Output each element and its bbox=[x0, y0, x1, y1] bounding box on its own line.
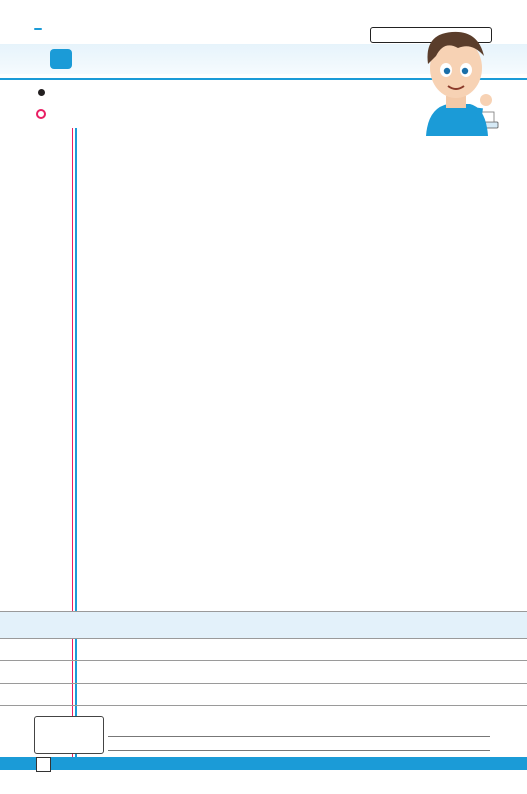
teacher-note-line-2[interactable] bbox=[108, 750, 490, 751]
correction-top-rule bbox=[0, 611, 527, 612]
bullet-ring-icon bbox=[36, 109, 46, 119]
correction-line-2[interactable] bbox=[0, 660, 527, 661]
correction-line-4[interactable] bbox=[0, 705, 527, 706]
footer-bar bbox=[0, 757, 527, 770]
marks-grade-box[interactable] bbox=[34, 716, 104, 754]
margin-line-blue bbox=[75, 128, 77, 768]
teacher-note-line-1[interactable] bbox=[108, 736, 490, 737]
bullet-dot-icon bbox=[38, 89, 45, 96]
exercise-number bbox=[50, 49, 72, 69]
correction-line-3[interactable] bbox=[0, 683, 527, 684]
boy-mascot-illustration bbox=[408, 26, 500, 138]
margin-line-pink bbox=[72, 128, 73, 768]
page-number bbox=[36, 757, 51, 772]
semester-badge bbox=[34, 28, 42, 30]
correction-band bbox=[0, 612, 527, 638]
correction-line-1[interactable] bbox=[0, 638, 527, 639]
